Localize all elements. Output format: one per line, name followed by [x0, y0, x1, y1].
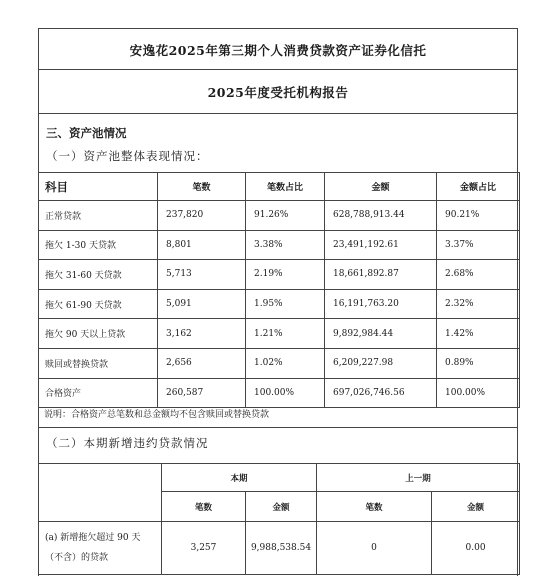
divider	[38, 113, 518, 114]
table-row	[39, 201, 520, 231]
table-row	[39, 319, 520, 349]
cell-count-ratio: 1.21%	[246, 319, 325, 349]
cell-amount: 628,788,913.44	[325, 201, 437, 231]
header-previous-count: 笔数	[317, 492, 432, 522]
cell-current-amount: 9,988,538.54	[246, 522, 317, 575]
table-row	[39, 289, 520, 319]
cell-amount-ratio: 0.89%	[437, 348, 520, 378]
header-current-period: 本期	[162, 464, 317, 492]
row-label: 合格资产	[39, 378, 158, 408]
cell-count-ratio: 91.26%	[246, 201, 325, 231]
header-current-count: 笔数	[162, 492, 246, 522]
row-label-line1: (a) 新增拖欠超过 90 天	[45, 533, 141, 543]
report-title-line2: 2025年度受托机构报告	[207, 85, 349, 100]
new-default-loans-table	[38, 463, 520, 575]
divider	[38, 69, 518, 70]
cell-previous-amount: 0.00	[432, 522, 520, 575]
cell-count-ratio: 3.38%	[246, 230, 325, 260]
cell-current-count: 3,257	[162, 522, 246, 575]
cell-count: 2,656	[158, 348, 246, 378]
header-previous-period: 上一期	[317, 464, 520, 492]
cell-amount: 16,191,763.20	[325, 289, 437, 319]
report-title-line1: 安逸花2025年第三期个人消费贷款资产证券化信托	[129, 43, 427, 58]
row-label: 正常贷款	[39, 201, 158, 231]
table-row	[39, 348, 520, 378]
row-label: 拖欠 31-60 天贷款	[39, 260, 158, 290]
header-blank	[39, 492, 162, 522]
cell-amount-ratio: 2.32%	[437, 289, 520, 319]
table-header-row	[39, 173, 520, 201]
cell-amount-ratio: 90.21%	[437, 201, 520, 231]
header-blank	[39, 464, 162, 492]
cell-amount: 23,491,192.61	[325, 230, 437, 260]
header-count: 笔数	[158, 173, 246, 201]
header-current-amount: 金额	[246, 492, 317, 522]
row-label-line2: （不含）的贷款	[45, 553, 109, 563]
asset-pool-table	[38, 172, 520, 408]
cell-count-ratio: 2.19%	[246, 260, 325, 290]
table-row	[39, 378, 520, 408]
row-label	[39, 522, 162, 575]
table-row	[39, 260, 520, 290]
subsection-title-pool: （一）资产池整体表现情况：	[46, 149, 209, 163]
table-row	[39, 522, 520, 575]
cell-amount: 9,892,984.44	[325, 319, 437, 349]
divider	[38, 427, 518, 428]
row-label: 拖欠 61-90 天贷款	[39, 289, 158, 319]
cell-count: 237,820	[158, 201, 246, 231]
header-amount: 金额	[325, 173, 437, 201]
table-row	[39, 230, 520, 260]
row-label: 拖欠 1-30 天贷款	[39, 230, 158, 260]
cell-count: 5,091	[158, 289, 246, 319]
header-count-ratio: 笔数占比	[246, 173, 325, 201]
cell-count: 5,713	[158, 260, 246, 290]
cell-previous-count: 0	[317, 522, 432, 575]
cell-amount: 697,026,746.56	[325, 378, 437, 408]
cell-amount-ratio: 1.42%	[437, 319, 520, 349]
header-subject: 科目	[39, 173, 158, 201]
cell-amount-ratio: 3.37%	[437, 230, 520, 260]
table-group-header-row	[39, 464, 520, 492]
cell-amount: 6,209,227.98	[325, 348, 437, 378]
table-note: 说明：合格资产总笔数和总金额均不包含赎回或替换贷款	[44, 410, 270, 420]
cell-amount-ratio: 2.68%	[437, 260, 520, 290]
header-previous-amount: 金额	[432, 492, 520, 522]
cell-amount: 18,661,892.87	[325, 260, 437, 290]
cell-count-ratio: 100.00%	[246, 378, 325, 408]
section-title: 三、资产池情况	[46, 126, 127, 140]
cell-count-ratio: 1.02%	[246, 348, 325, 378]
cell-count: 8,801	[158, 230, 246, 260]
cell-count: 3,162	[158, 319, 246, 349]
table-header-row	[39, 492, 520, 522]
cell-amount-ratio: 100.00%	[437, 378, 520, 408]
subsection-title-defaults: （二）本期新增违约贷款情况	[46, 436, 209, 450]
cell-count-ratio: 1.95%	[246, 289, 325, 319]
row-label: 赎回或替换贷款	[39, 348, 158, 378]
row-label: 拖欠 90 天以上贷款	[39, 319, 158, 349]
cell-count: 260,587	[158, 378, 246, 408]
header-amount-ratio: 金额占比	[437, 173, 520, 201]
